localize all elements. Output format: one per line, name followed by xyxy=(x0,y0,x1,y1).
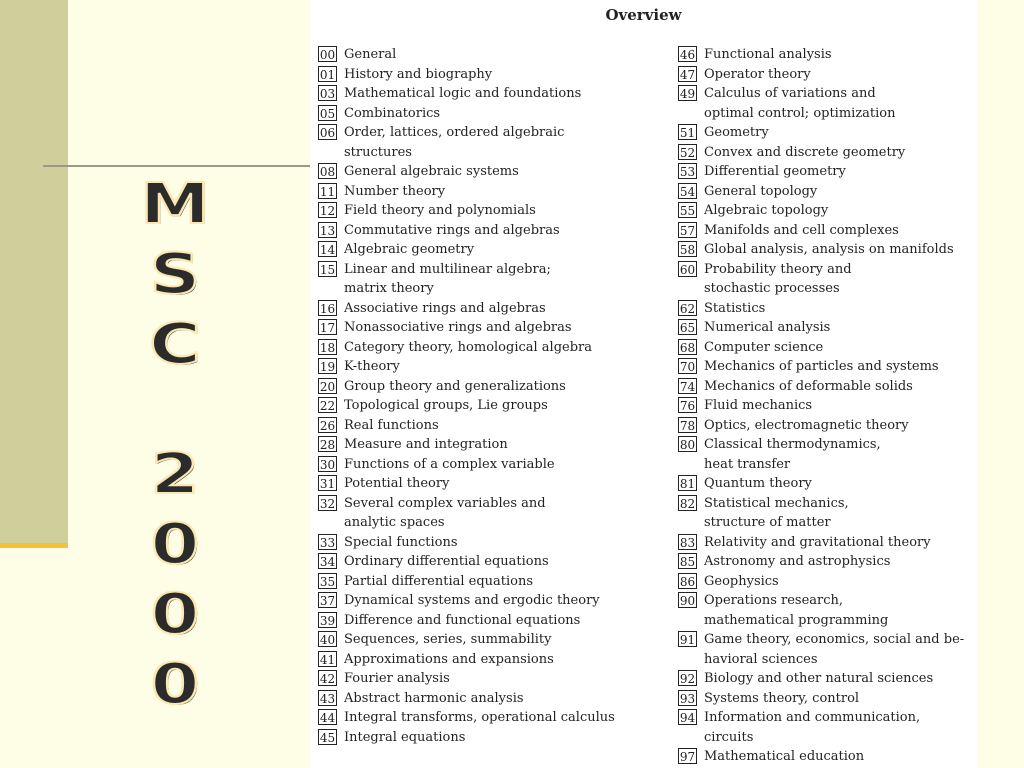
classification-entry xyxy=(678,123,973,143)
vertical-title-letter: 2 xyxy=(150,442,200,507)
classification-entry xyxy=(678,708,973,747)
vertical-title-letter: 0 xyxy=(150,652,200,717)
classification-label: Numerical analysis xyxy=(704,320,831,335)
classification-label: Dynamical systems and ergodic theory xyxy=(344,593,600,608)
classification-label: Convex and discrete geometry xyxy=(704,144,906,160)
classification-label: Fourier analysis xyxy=(344,671,450,686)
classification-code-box: 76 xyxy=(679,399,696,413)
classification-entry xyxy=(318,162,668,182)
classification-label: General algebraic systems xyxy=(344,164,519,179)
classification-label: Topological groups, Lie groups xyxy=(344,398,548,413)
classification-label: Associative rings and algebras xyxy=(344,300,546,316)
classification-entry xyxy=(678,65,973,85)
classification-code-box: 33 xyxy=(319,535,336,550)
classification-entry xyxy=(318,260,668,299)
classification-label: structure of matter xyxy=(704,515,831,530)
vertical-slide-title xyxy=(130,170,220,720)
classification-code-box: 32 xyxy=(319,496,336,511)
classification-entry xyxy=(678,630,973,669)
classification-entry xyxy=(318,533,668,553)
classification-entry xyxy=(678,201,973,221)
classification-label: Differential geometry xyxy=(704,164,846,179)
classification-label: Optics, electromagnetic theory xyxy=(704,417,909,433)
classification-code-box: 06 xyxy=(319,126,336,140)
classification-entry xyxy=(678,84,973,123)
classification-label: Group theory and generalizations xyxy=(344,378,566,394)
classification-label: Sequences, series, summability xyxy=(344,632,552,647)
classification-code-box: 57 xyxy=(679,223,696,238)
classification-code-box: 05 xyxy=(319,106,336,121)
classification-label: Mechanics of deformable solids xyxy=(704,378,913,394)
classification-label: Order, lattices, ordered algebraic xyxy=(344,125,565,140)
classification-entry xyxy=(318,728,668,748)
classification-code-box: 00 xyxy=(319,48,336,62)
classification-code-box: 81 xyxy=(679,477,696,491)
classification-entry xyxy=(678,396,973,416)
classification-label: Potential theory xyxy=(344,476,450,491)
classification-label: Ordinary differential equations xyxy=(344,554,549,569)
classification-entry xyxy=(678,162,973,182)
classification-code-box: 20 xyxy=(319,379,336,394)
classification-label: Game theory, economics, social and be- xyxy=(704,632,965,647)
classification-label: Field theory and polynomials xyxy=(344,203,536,218)
classification-entry xyxy=(678,572,973,592)
classification-label: Number theory xyxy=(344,183,446,199)
classification-entry xyxy=(678,338,973,358)
classification-entry xyxy=(678,689,973,709)
classification-code-box: 40 xyxy=(319,633,336,647)
classification-code-box: 13 xyxy=(319,223,336,238)
classification-entry xyxy=(678,299,973,319)
classification-label: Algebraic geometry xyxy=(344,242,475,257)
classification-code-box: 94 xyxy=(679,711,696,725)
classification-label: Mechanics of particles and systems xyxy=(704,359,939,374)
classification-code-box: 43 xyxy=(319,691,336,706)
classification-code-box: 93 xyxy=(679,691,696,706)
classification-label: matrix theory xyxy=(344,281,434,296)
classification-entry xyxy=(318,455,668,475)
classification-code-box: 90 xyxy=(679,594,696,608)
classification-label: Biology and other natural sciences xyxy=(704,671,934,686)
classification-code-box: 17 xyxy=(319,321,336,335)
vertical-title-letter: S xyxy=(149,242,201,307)
classification-entry xyxy=(678,357,973,377)
classification-code-box: 31 xyxy=(319,477,336,491)
classification-code-box: 83 xyxy=(679,535,696,550)
classification-entry xyxy=(678,494,973,533)
classification-label: General xyxy=(344,47,397,62)
classification-entry xyxy=(678,377,973,397)
classification-code-box: 60 xyxy=(679,262,696,277)
classification-entry xyxy=(678,260,973,299)
classification-entry xyxy=(318,221,668,241)
classification-label: Quantum theory xyxy=(704,476,812,491)
classification-code-box: 12 xyxy=(319,204,336,218)
classification-code-box: 46 xyxy=(679,48,696,62)
classification-entry xyxy=(318,357,668,377)
classification-label: Commutative rings and algebras xyxy=(344,222,560,238)
vertical-title-letter: 0 xyxy=(150,582,200,647)
classification-label: Information and communication, xyxy=(704,710,921,725)
classification-label: History and biography xyxy=(344,66,493,82)
classification-entry xyxy=(318,318,668,338)
classification-code-box: 86 xyxy=(679,574,696,589)
classification-code-box: 39 xyxy=(319,613,336,628)
classification-code-box: 16 xyxy=(319,301,336,316)
classification-code-box: 68 xyxy=(679,340,696,355)
classification-label: Several complex variables and xyxy=(344,495,546,511)
vertical-title-letter: 0 xyxy=(150,512,200,577)
vertical-title-letter: C xyxy=(149,312,201,377)
left-classification-column xyxy=(318,45,668,747)
classification-entry xyxy=(318,299,668,319)
classification-entry xyxy=(678,552,973,572)
classification-label: Operations research, xyxy=(704,593,844,608)
classification-entry xyxy=(318,689,668,709)
overview-document xyxy=(310,0,977,768)
classification-label: heat transfer xyxy=(704,456,791,472)
classification-code-box: 97 xyxy=(679,750,696,764)
classification-label: Partial differential equations xyxy=(344,573,534,589)
classification-entry xyxy=(678,221,973,241)
classification-entry xyxy=(318,123,668,162)
classification-label: circuits xyxy=(704,729,754,745)
classification-label: Relativity and gravitational theory xyxy=(704,534,931,550)
classification-label: Combinatorics xyxy=(344,105,441,121)
classification-label: analytic spaces xyxy=(344,515,445,530)
classification-label: Operator theory xyxy=(704,66,811,82)
classification-label: stochastic processes xyxy=(704,281,840,296)
classification-code-box: 35 xyxy=(319,574,336,589)
classification-label: Geophysics xyxy=(704,573,779,589)
classification-entry xyxy=(318,494,668,533)
classification-code-box: 08 xyxy=(319,165,336,179)
classification-entry xyxy=(678,318,973,338)
classification-label: Global analysis, analysis on manifolds xyxy=(704,242,954,257)
right-classification-column xyxy=(678,45,973,767)
classification-entry xyxy=(318,182,668,202)
classification-entry xyxy=(318,240,668,260)
classification-entry xyxy=(678,416,973,436)
classification-label: Linear and multilinear algebra; xyxy=(344,261,551,277)
classification-code-box: 65 xyxy=(679,321,696,335)
classification-label: Category theory, homological algebra xyxy=(344,339,593,355)
classification-code-box: 92 xyxy=(679,672,696,686)
classification-entry xyxy=(318,104,668,124)
classification-code-box: 22 xyxy=(319,399,336,413)
classification-entry xyxy=(678,240,973,260)
classification-entry xyxy=(318,84,668,104)
classification-code-box: 34 xyxy=(319,555,336,569)
classification-label: structures xyxy=(344,144,412,160)
classification-entry xyxy=(318,396,668,416)
classification-entry xyxy=(318,435,668,455)
classification-label: Nonassociative rings and algebras xyxy=(344,320,572,335)
classification-label: Classical thermodynamics, xyxy=(704,437,881,452)
classification-code-box: 19 xyxy=(319,360,336,374)
classification-entry xyxy=(318,474,668,494)
classification-entry xyxy=(318,591,668,611)
classification-label: Computer science xyxy=(704,339,824,355)
classification-code-box: 53 xyxy=(679,165,696,179)
left-decorative-band xyxy=(0,0,68,543)
classification-label: Measure and integration xyxy=(344,437,508,452)
classification-entry xyxy=(678,45,973,65)
classification-code-box: 80 xyxy=(679,438,696,452)
classification-code-box: 62 xyxy=(679,301,696,316)
classification-entry xyxy=(318,572,668,592)
classification-entry xyxy=(678,435,973,474)
classification-code-box: 58 xyxy=(679,243,696,257)
classification-code-box: 26 xyxy=(319,418,336,433)
classification-code-box: 49 xyxy=(679,87,696,101)
classification-entry xyxy=(318,65,668,85)
classification-entry xyxy=(318,630,668,650)
classification-entry xyxy=(678,591,973,630)
classification-label: Manifolds and cell complexes xyxy=(704,222,899,238)
classification-label: Systems theory, control xyxy=(704,690,860,706)
classification-entry xyxy=(678,474,973,494)
classification-entry xyxy=(678,669,973,689)
classification-code-box: 82 xyxy=(679,496,696,511)
classification-entry xyxy=(318,552,668,572)
classification-label: Functional analysis xyxy=(704,47,832,62)
classification-code-box: 55 xyxy=(679,204,696,218)
classification-label: General topology xyxy=(704,183,818,199)
classification-code-box: 70 xyxy=(679,360,696,374)
classification-code-box: 01 xyxy=(319,67,336,82)
classification-code-box: 52 xyxy=(679,145,696,160)
classification-label: havioral sciences xyxy=(704,651,818,667)
classification-code-box: 78 xyxy=(679,418,696,433)
classification-code-box: 85 xyxy=(679,555,696,569)
classification-entry xyxy=(678,533,973,553)
classification-code-box: 14 xyxy=(319,243,336,257)
classification-label: Functions of a complex variable xyxy=(344,456,555,472)
classification-entry xyxy=(318,611,668,631)
classification-label: K-theory xyxy=(344,359,400,374)
classification-label: Abstract harmonic analysis xyxy=(344,690,524,706)
classification-entry xyxy=(318,650,668,670)
classification-label: Geometry xyxy=(704,125,769,140)
classification-label: Difference and functional equations xyxy=(344,612,581,628)
classification-label: Probability theory and xyxy=(704,261,852,277)
classification-label: Approximations and expansions xyxy=(344,651,554,667)
classification-entry xyxy=(318,708,668,728)
classification-code-box: 91 xyxy=(679,633,696,647)
classification-code-box: 30 xyxy=(319,457,336,472)
classification-label: Statistics xyxy=(704,300,766,316)
horizontal-divider-line xyxy=(43,165,313,167)
classification-label: Mathematical logic and foundations xyxy=(344,86,582,101)
left-band-accent-stripe xyxy=(0,543,68,548)
classification-code-box: 11 xyxy=(319,184,336,199)
classification-code-box: 28 xyxy=(319,438,336,452)
classification-entry xyxy=(318,416,668,436)
classification-entry xyxy=(318,338,668,358)
classification-code-box: 37 xyxy=(319,594,336,608)
classification-label: Integral equations xyxy=(344,729,466,745)
vertical-title-gap xyxy=(130,380,220,440)
classification-code-box: 47 xyxy=(679,67,696,82)
classification-entry xyxy=(678,143,973,163)
classification-entry xyxy=(678,747,973,767)
classification-label: Special functions xyxy=(344,534,458,550)
classification-code-box: 42 xyxy=(319,672,336,686)
classification-label: Mathematical education xyxy=(704,749,865,764)
classification-code-box: 54 xyxy=(679,184,696,199)
classification-label: optimal control; optimization xyxy=(704,105,896,121)
document-title: Overview xyxy=(605,6,682,24)
classification-label: Integral transforms, operational calculus xyxy=(344,710,615,725)
classification-code-box: 03 xyxy=(319,87,336,101)
classification-entry xyxy=(318,377,668,397)
classification-label: Calculus of variations and xyxy=(704,86,876,101)
classification-label: Real functions xyxy=(344,417,439,433)
classification-label: mathematical programming xyxy=(704,612,889,628)
classification-code-box: 51 xyxy=(679,126,696,140)
classification-label: Statistical mechanics, xyxy=(704,495,849,511)
classification-code-box: 44 xyxy=(319,711,336,725)
classification-code-box: 74 xyxy=(679,379,696,394)
classification-label: Algebraic topology xyxy=(704,203,829,218)
classification-entry xyxy=(678,182,973,202)
classification-label: Astronomy and astrophysics xyxy=(704,554,891,569)
classification-label: Fluid mechanics xyxy=(704,398,813,413)
classification-code-box: 41 xyxy=(319,652,336,667)
classification-entry xyxy=(318,201,668,221)
classification-entry xyxy=(318,669,668,689)
classification-entry xyxy=(318,45,668,65)
vertical-title-letter: M xyxy=(140,172,210,237)
classification-code-box: 15 xyxy=(319,262,336,277)
classification-code-box: 18 xyxy=(319,340,336,355)
classification-code-box: 45 xyxy=(319,730,336,745)
